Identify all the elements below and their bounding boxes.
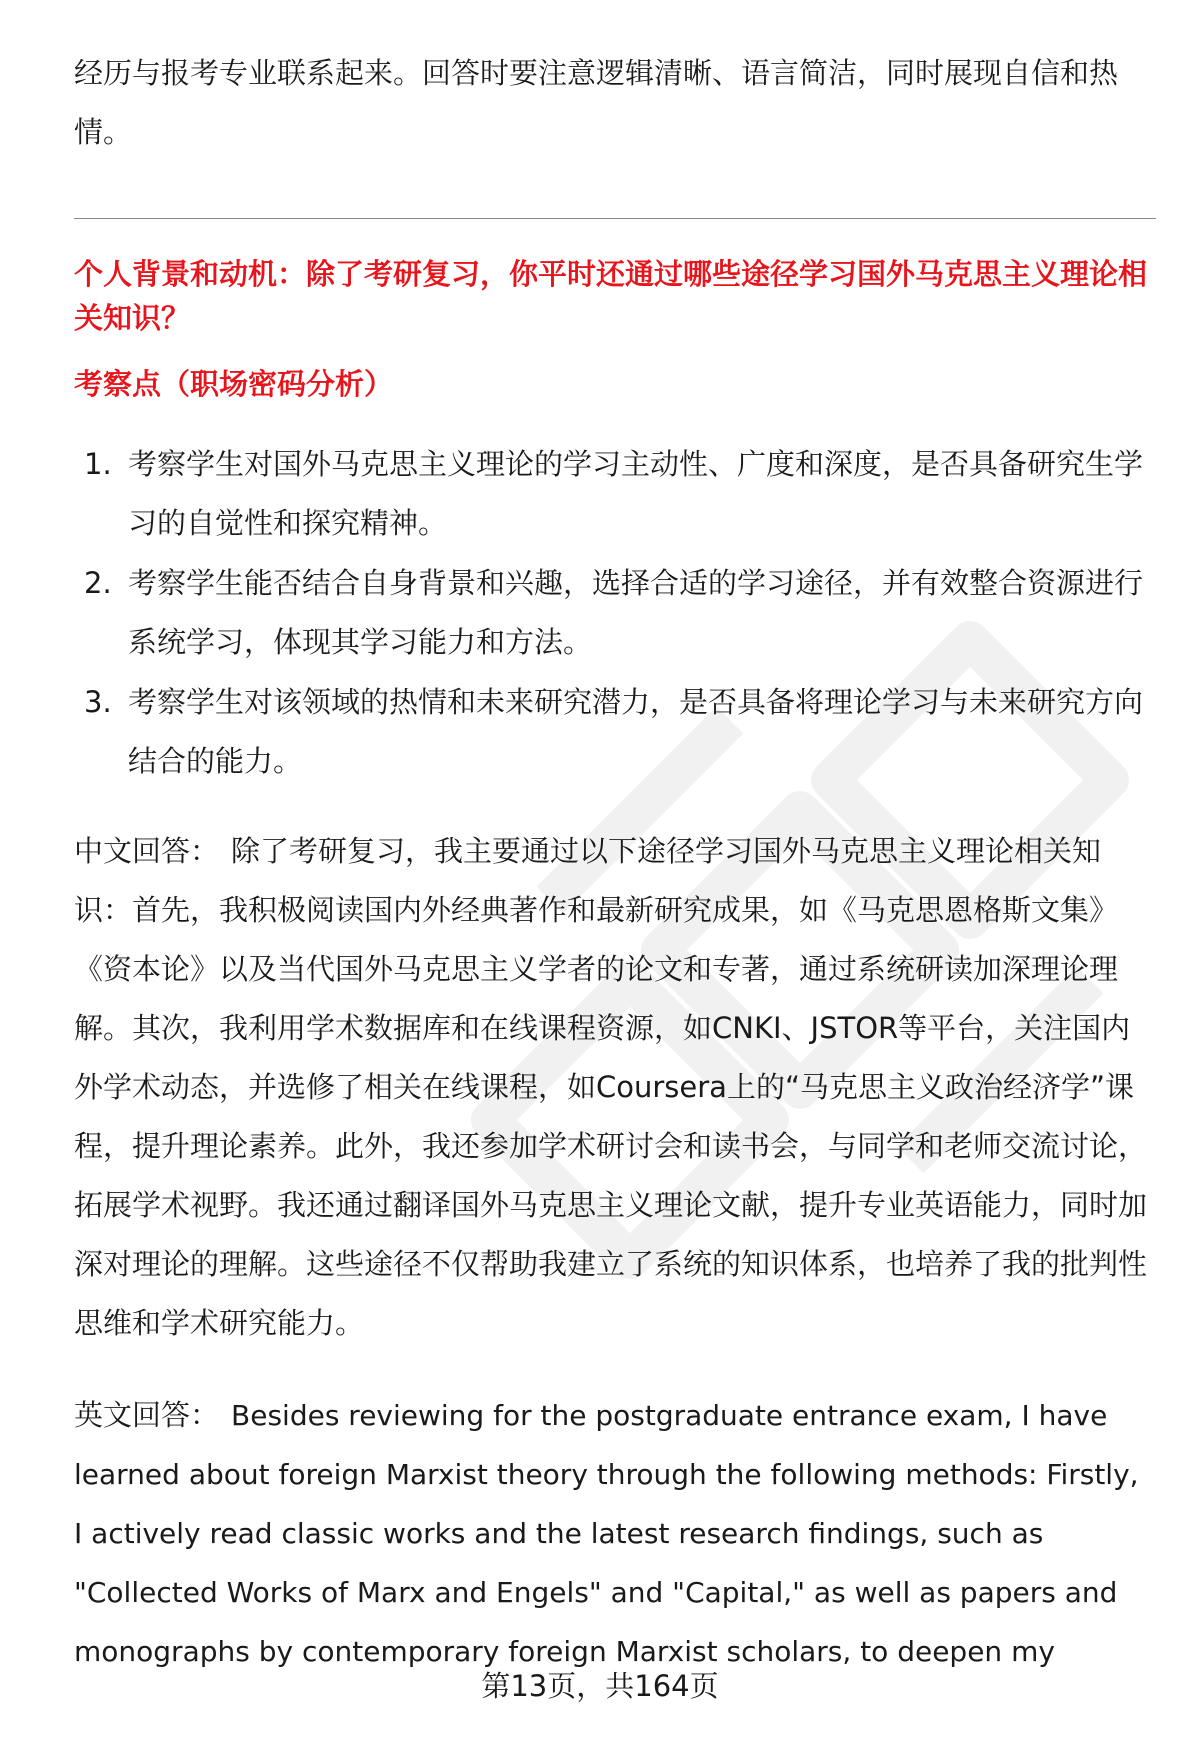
section-divider (74, 218, 1156, 219)
english-answer-text: Besides reviewing for the postgraduate entrance exam, I have learned about foreign Marxist theory through the following methods: Firstly, I actively read classic works and the latest research findings, such as "Collected Works of Marx and Engels" and "Capital," as well as papers and monographs by contemporary foreign Marxist scholars, to deepen my (74, 1399, 1139, 1668)
page-footer: 第13页，共164页 (481, 1669, 719, 1703)
list-item (74, 435, 1156, 553)
assessment-title: 考察点（职场密码分析） (74, 367, 394, 401)
list-item-text: 考察学生能否结合自身背景和兴趣，选择合适的学习途径，并有效整合资源进行系统学习，体现其学习能力和方法。 (128, 566, 1144, 659)
assessment-points-list (74, 435, 1156, 792)
list-item-number: 3. (84, 685, 112, 719)
chinese-answer-text: 除了考研复习，我主要通过以下途径学习国外马克思主义理论相关知识：首先，我积极阅读国内外经典著作和最新研究成果，如《马克思恩格斯文集》《资本论》以及当代国外马克思主义学者的论文和专著，通过系统研读加深理论理解。其次，我利用学术数据库和在线课程资源，如CNKI、JSTOR等平台，关注国内外学术动态，并选修了相关在线课程，如Coursera上的“马克思主义政治经济学”课程，提升理论素养。此外，我还参加学术研讨会和读书会，与同学和老师交流讨论，拓展学术视野。我还通过翻译国外马克思主义理论文献，提升专业英语能力，同时加深对理论的理解。这些途径不仅帮助我建立了系统的知识体系，也培养了我的批判性思维和学术研究能力。 (74, 834, 1148, 1340)
list-item (74, 673, 1156, 791)
english-answer-label: 英文回答： (74, 1398, 220, 1432)
intro-paragraph: 经历与报考专业联系起来。回答时要注意逻辑清晰、语言简洁，同时展现自信和热情。 (74, 56, 1119, 149)
list-item-text: 考察学生对该领域的热情和未来研究潜力，是否具备将理论学习与未来研究方向结合的能力。 (128, 685, 1144, 778)
chinese-answer-paragraph (74, 822, 1154, 1353)
list-item-number: 2. (84, 566, 112, 600)
chinese-answer-label: 中文回答： (74, 834, 220, 868)
list-item-number: 1. (84, 447, 112, 481)
question-heading: 个人背景和动机：除了考研复习，你平时还通过哪些途径学习国外马克思主义理论相关知识？ (74, 257, 1148, 335)
list-item-text: 考察学生对国外马克思主义理论的学习主动性、广度和深度，是否具备研究生学习的自觉性和探究精神。 (128, 447, 1144, 540)
list-item (74, 554, 1156, 672)
english-answer-paragraph (74, 1386, 1154, 1681)
